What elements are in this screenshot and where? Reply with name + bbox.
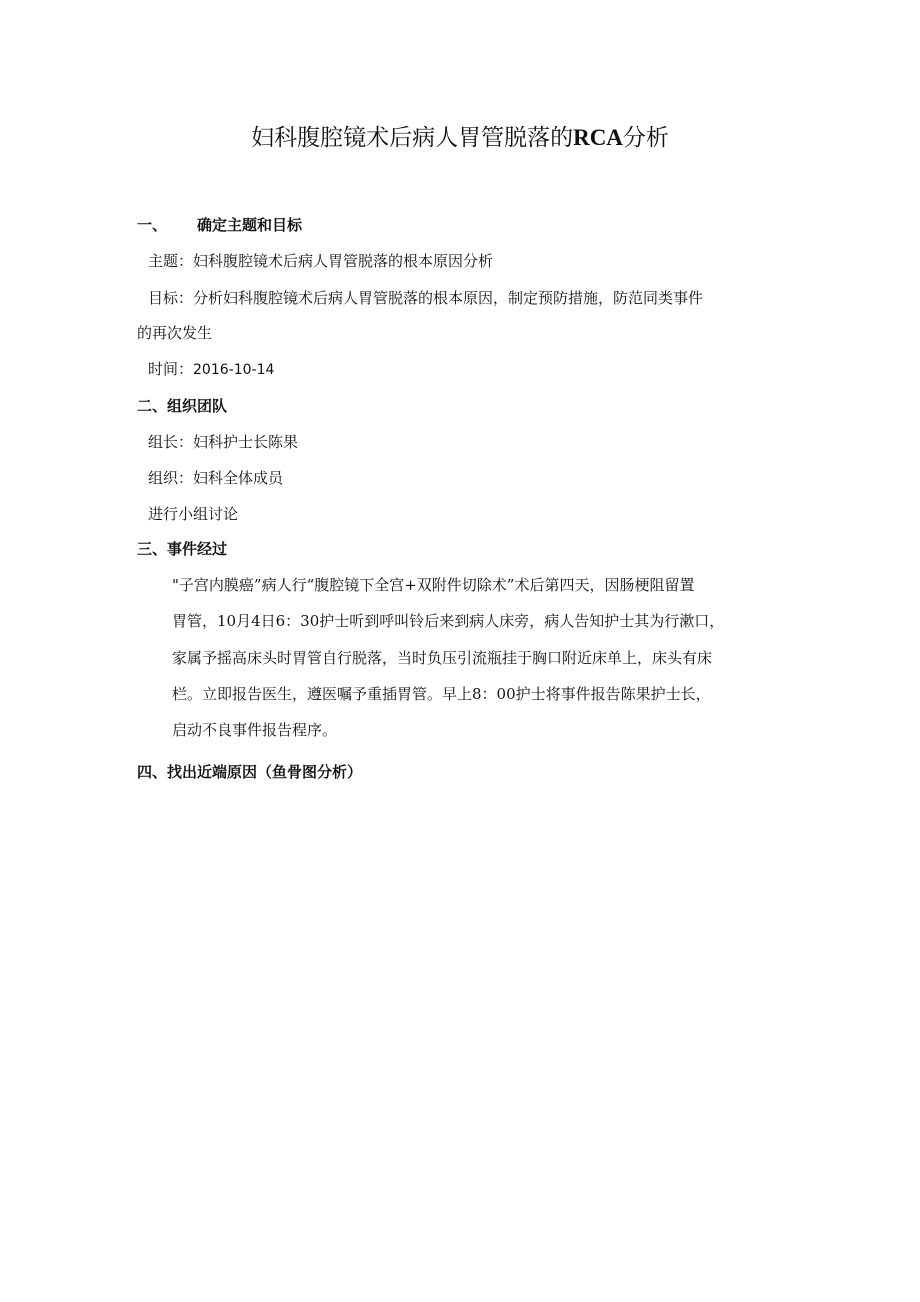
- title-text-part2: 分析: [622, 125, 669, 151]
- section3-line2: 胃管，10月4日6：30护士听到呼叫铃后来到病人床旁，病人告知护士其为行漱口，: [172, 612, 725, 630]
- section4-heading: 四、找出近端原因（鱼骨图分析）: [137, 763, 363, 781]
- section1-goal-line1: 目标：分析妇科腹腔镜术后病人胃管脱落的根本原因，制定预防措施，防范同类事件: [148, 289, 704, 307]
- title-latin-part: RCA: [573, 125, 623, 150]
- section3-line5: 启动不良事件报告程序。: [172, 721, 338, 739]
- section2-discussion: 进行小组讨论: [148, 505, 239, 523]
- section2-leader: 组长：妇科护士长陈果: [148, 433, 299, 451]
- section1-number: 一、: [137, 216, 168, 234]
- section1-title: 确定主题和目标: [197, 216, 303, 234]
- section3-line3: 家属予摇高床头时胃管自行脱落，当时负压引流瓶挂于胸口附近床单上，床头有床: [172, 649, 713, 667]
- section1-time-label: 时间：: [148, 360, 194, 378]
- section3-line1: "子宫内膜癌”病人行“腹腔镜下全宫+双附件切除术”术后第四天，因肠梗阻留置: [172, 576, 695, 594]
- section3-line4: 栏。立即报告医生，遵医嘱予重插胃管。早上8：00护士将事件报告陈果护士长，: [172, 685, 711, 703]
- section1-time-value: 2016-10-14: [193, 362, 275, 378]
- section1-heading: [137, 215, 302, 235]
- document-title: [0, 123, 920, 153]
- title-text-part1: 妇科腹腔镜术后病人胃管脱落的: [251, 125, 574, 151]
- section2-organization: 组织：妇科全体成员: [148, 469, 284, 487]
- section3-heading: 三、事件经过: [137, 540, 228, 558]
- section1-time: [148, 358, 274, 381]
- section1-topic: 主题：妇科腹腔镜术后病人胃管脱落的根本原因分析: [148, 252, 494, 270]
- section2-heading: 二、组织团队: [137, 397, 228, 415]
- section1-goal-line2: 的再次发生: [137, 324, 213, 342]
